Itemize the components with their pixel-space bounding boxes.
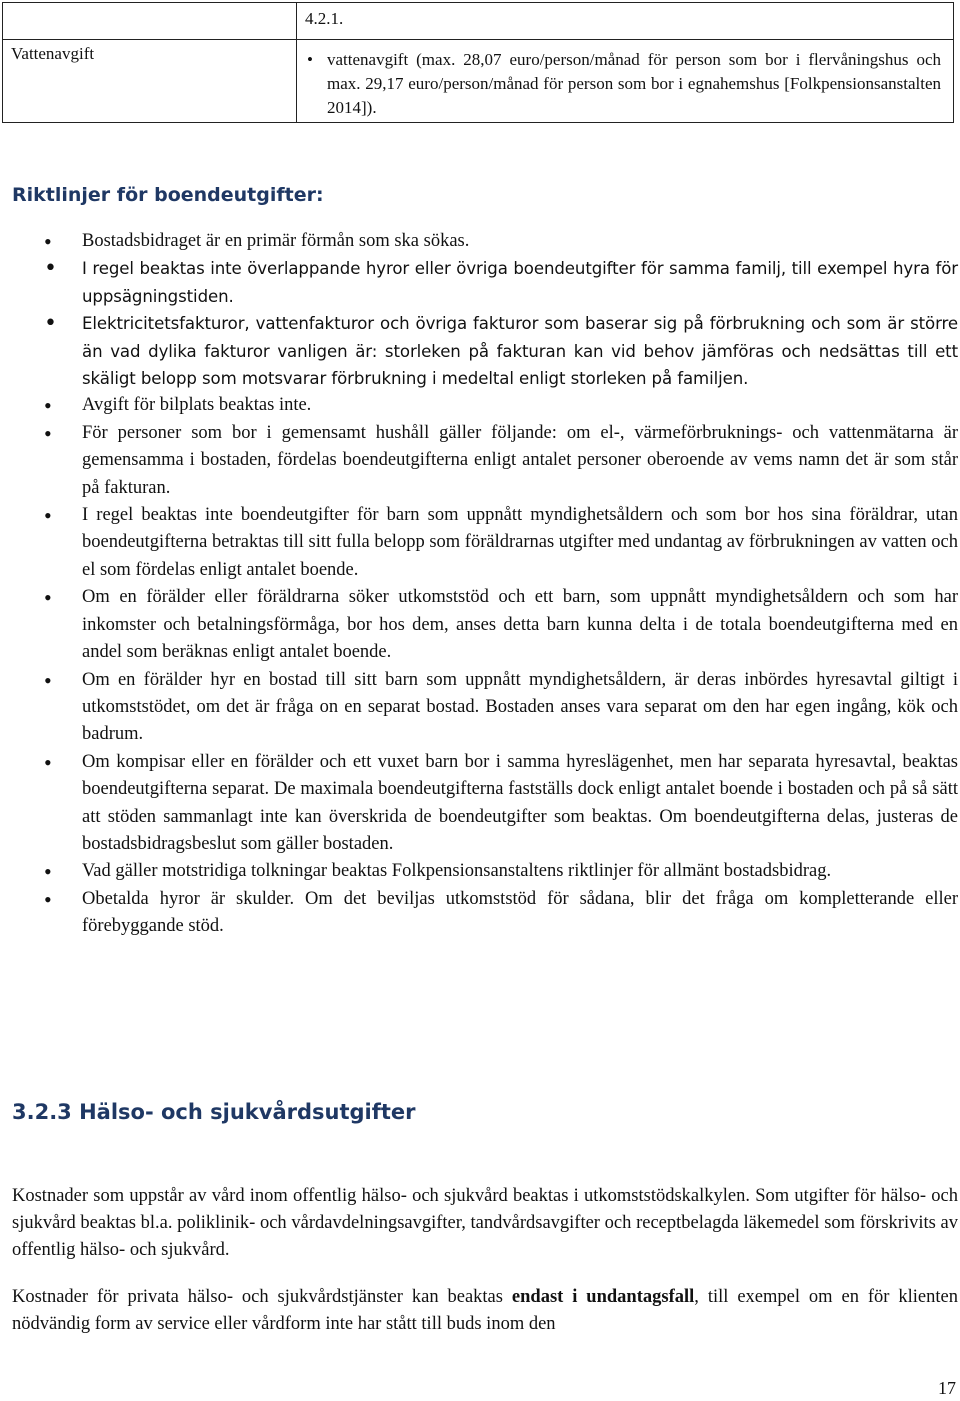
table-bullet-item: • vattenavgift (max. 28,07 euro/person/månad för person som bor i flervåningshus och max. 29,17 euro/person/månad för person som bor i egnahemshus [Folkpensionsanstalten 2014]). <box>327 42 941 120</box>
list-item: • Bostadsbidraget är en primär förmån som ska sökas. <box>0 228 960 255</box>
list-item: • Om en förälder eller föräldrarna söker utkomststöd och ett barn, som uppnått myndighetsåldern och som har inkomster och betalningsförmåga, bor hos dem, anses detta barn kunna delta i de totala boendeutgifterna med en andel som beräknas enligt antalet boende. <box>0 584 960 666</box>
list-item: • Om kompisar eller en förälder och ett vuxet barn bor i samma hyreslägenhet, men har separata hyresavtal, beaktas boendeutgifterna separat. De maximala boendeutgifterna fastställs dock enligt antalet boende i bostaden och på så sätt att stöden sammanlagt inte kan överskrida de boendeutgifter som beaktas. Om boendeutgifterna delas, justeras de bostadsbidragsbeslut som gäller bostaden. <box>0 749 960 859</box>
list-item: • Obetalda hyror är skulder. Om det beviljas utkomststöd för sådana, blir det fråga om kompletterande eller förebyggande stöd. <box>0 886 960 941</box>
list-item: • I regel beaktas inte överlappande hyror eller övriga boendeutgifter för samma familj, till exempel hyra för uppsägningstiden. <box>0 255 960 310</box>
table-cell-empty <box>3 3 297 40</box>
list-item: • I regel beaktas inte boendeutgifter för barn som uppnått myndighetsåldern och som bor hos sina föräldrar, utan boendeutgifterna betraktas till sitt fulla belopp som föräldrarnas utgifter med undantag av förbrukningen av vatten och el som fördelas enligt antalet boende. <box>0 502 960 584</box>
list-item: • Avgift för bilplats beaktas inte. <box>0 392 960 419</box>
table-cell-content <box>297 40 954 123</box>
expense-table <box>2 2 954 123</box>
list-item: • Vad gäller motstridiga tolkningar beaktas Folkpensionsanstaltens riktlinjer för allmänt bostadsbidrag. <box>0 858 960 885</box>
paragraph-text: , till exempel om en för klienten nödvändig form av service eller vårdform inte har stått till buds inom den <box>12 1287 958 1334</box>
paragraph-text: Kostnader för privata hälso- och sjukvårdstjänster kan beaktas <box>12 1287 512 1307</box>
list-item: • Om en förälder hyr en bostad till sitt barn som uppnått myndighetsåldern, är deras inbördes hyresavtal giltigt i utkomststödet, om det är fråga on en separat bostad. Bostaden anses vara separat om den har egen ingång, kök och badrum. <box>0 667 960 749</box>
page-number: 17 <box>938 1378 956 1398</box>
table-row-vattenavgift <box>3 40 954 123</box>
list-item: • Elektricitetsfakturor, vattenfakturor och övriga fakturor som baserar sig på förbrukning och som är större än vad dylika fakturor vanligen är: storleken på fakturan kan vid behov jämföras och nedsättas till ett skäligt belopp som motsvarar förbrukning i medeltal enligt storleken på familjen. <box>0 310 960 392</box>
section-heading-riktlinjer: Riktlinjer för boendeutgifter: <box>12 184 324 206</box>
section-heading-halso: 3.2.3 Hälso- och sjukvårdsutgifter <box>12 1100 416 1124</box>
emphasis-text: endast i undantagsfall <box>511 1287 695 1307</box>
table-cell-label: Vattenavgift <box>3 40 297 123</box>
list-item: • För personer som bor i gemensamt hushåll gäller följande: om el-, värmeförbruknings- och vattenmätarna är gemensamma i bostaden, fördelas boendeutgifterna enligt antalet personer oberoende av vems namn det är som står på fakturan. <box>0 420 960 502</box>
paragraph-offentlig-vard: Kostnader som uppstår av vård inom offentlig hälso- och sjukvård beaktas i utkomststödskalkylen. Som utgifter för hälso- och sjukvård beaktas bl.a. poliklinik- och vårdavdelningsavgifter, tandvårdsavgifter och receptbelagda läkemedel som förskrivits av offentlig hälso- och sjukvård. <box>12 1186 958 1260</box>
table-bullet-list <box>305 42 941 120</box>
table-row-previous <box>3 3 954 40</box>
table-cell-reference: 4.2.1. <box>297 3 954 40</box>
paragraph-privat-vard <box>12 1284 958 1338</box>
guidelines-list <box>0 228 960 941</box>
